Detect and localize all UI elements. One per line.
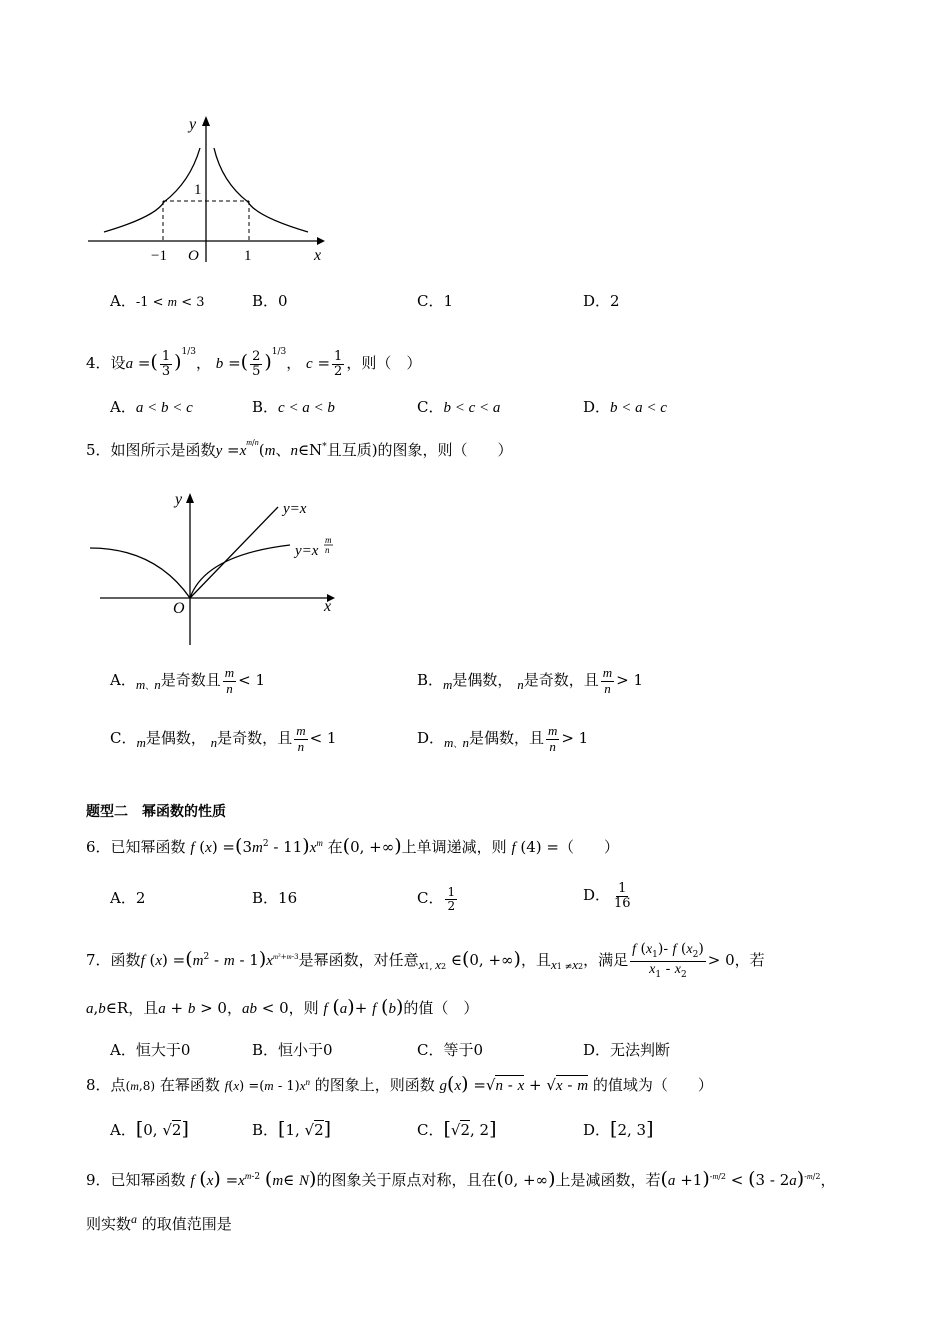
q6-option-a[interactable]: A．2 bbox=[110, 889, 146, 907]
q5-option-c[interactable]: C．$_m$是偶数， $_n$是奇数，且 $\frac{m}{n}$ < 1 bbox=[110, 722, 337, 754]
question-5: 5．如图所示是函数$y =x^{m/n}(m$、n∈N*且互质)的图象，则（ ） bbox=[86, 438, 513, 459]
q8-option-d[interactable]: D．[2, 3] bbox=[583, 1118, 654, 1140]
q3-option-a[interactable]: A．-1 < m < 3 bbox=[110, 292, 205, 310]
origin-label: O bbox=[188, 248, 199, 264]
q5-option-a[interactable]: A．$_{m、n}$是奇数且 $\frac{m}{n}$ < 1 bbox=[110, 664, 266, 696]
q3-option-b[interactable]: B．0 bbox=[252, 292, 288, 310]
q4-option-c[interactable]: C．b < c < a bbox=[417, 398, 501, 416]
curve-label: y=x bbox=[295, 543, 319, 559]
q6-option-d[interactable]: D． $\frac{1}{16}$ bbox=[583, 880, 631, 911]
q8-option-c[interactable]: C．[√2, 2] bbox=[417, 1118, 497, 1140]
q7-option-c[interactable]: C．等于0 bbox=[417, 1041, 484, 1059]
q6-option-c[interactable]: C． $\frac{1}{2}$ bbox=[417, 884, 456, 913]
origin-label: O bbox=[173, 600, 185, 617]
q5-option-d[interactable]: D．$_{m、n}$是偶数，且 $\frac{m}{n}$ > 1 bbox=[417, 722, 589, 754]
q4-option-b[interactable]: B．c < a < b bbox=[252, 398, 335, 416]
y-tick-1: 1 bbox=[194, 182, 202, 198]
y-axis-label: y bbox=[189, 116, 197, 133]
question-7-line-1: 7．函数f $(x) =(m^2 - m - 1)x^{m^2+m-3}$是幂函数，对任意$_{x1, x2}$ ∈(0, +∞)，且$_{x1 \ne x2}$，满足 $\frac{f (x_1)- f (x_2)}{x_1 - x_2}$ > 0，若 bbox=[86, 941, 765, 980]
q8-option-a[interactable]: A．[0, √2] bbox=[110, 1118, 189, 1140]
q8-option-b[interactable]: B．[1, √2] bbox=[252, 1118, 332, 1140]
line-label: y=x bbox=[283, 501, 307, 517]
figure-even-power-graph bbox=[85, 112, 335, 267]
q7-option-d[interactable]: D．无法判断 bbox=[583, 1041, 671, 1059]
x-tick-neg1: −1 bbox=[151, 248, 167, 264]
q7-option-b[interactable]: B．恒小于0 bbox=[252, 1041, 333, 1059]
svg-text:n: n bbox=[325, 545, 330, 555]
q5-option-b[interactable]: B．$_m$是偶数， $_n$是奇数，且 $\frac{m}{n}$ > 1 bbox=[417, 664, 644, 696]
question-8: 8．点(m,8) 在幂函数 $f(x) =(m - 1)x^n$ 的图象上，则函数 g(x) =√n - x + √x - m 的值域为（ ） bbox=[86, 1073, 713, 1095]
svg-text:m: m bbox=[325, 535, 332, 545]
question-4: 4．设a =( $\frac{1}{3}$ )$^{1/3}$， b =( $\frac{2}{5}$ )$^{1/3}$， c = $\frac{1}{2}$ ，则（ ） bbox=[86, 347, 422, 379]
question-6: 6．已知幂函数 f $(x) =(3m^2 - 11)x^m$ 在(0, +∞)上单调递减，则 f (4) =（ ） bbox=[86, 835, 619, 857]
q6-option-b[interactable]: B．16 bbox=[252, 889, 298, 907]
q4-option-a[interactable]: A．a < b < c bbox=[110, 398, 193, 416]
q4-option-d[interactable]: D．b < a < c bbox=[583, 398, 667, 416]
section-title: 题型二 幂函数的性质 bbox=[86, 804, 226, 820]
q7-option-a[interactable]: A．恒大于0 bbox=[110, 1041, 191, 1059]
figure-power-vs-line-graph bbox=[85, 485, 345, 645]
q3-option-c[interactable]: C．1 bbox=[417, 292, 454, 310]
question-9-line-2: 则实数$^a$ 的取值范围是 bbox=[86, 1212, 232, 1233]
x-axis-label: x bbox=[314, 247, 322, 264]
question-9-line-1: 9．已知幂函数 f $(x) =x^{m-2}$ (m∈ N)的图象关于原点对称，且在(0, +∞)上是减函数，若$(a +1)^{-m/2} < (3 - 2a)^{-m/2}$， bbox=[86, 1168, 836, 1190]
x-tick-1: 1 bbox=[244, 248, 252, 264]
question-7-line-2: a,b∈R，且a + b > 0，ab < 0，则 f (a)+ f (b)的值（ ） bbox=[86, 996, 479, 1018]
x-axis-label: x bbox=[324, 598, 332, 615]
q3-option-d[interactable]: D．2 bbox=[583, 292, 620, 310]
y-axis-label: y bbox=[175, 491, 183, 508]
